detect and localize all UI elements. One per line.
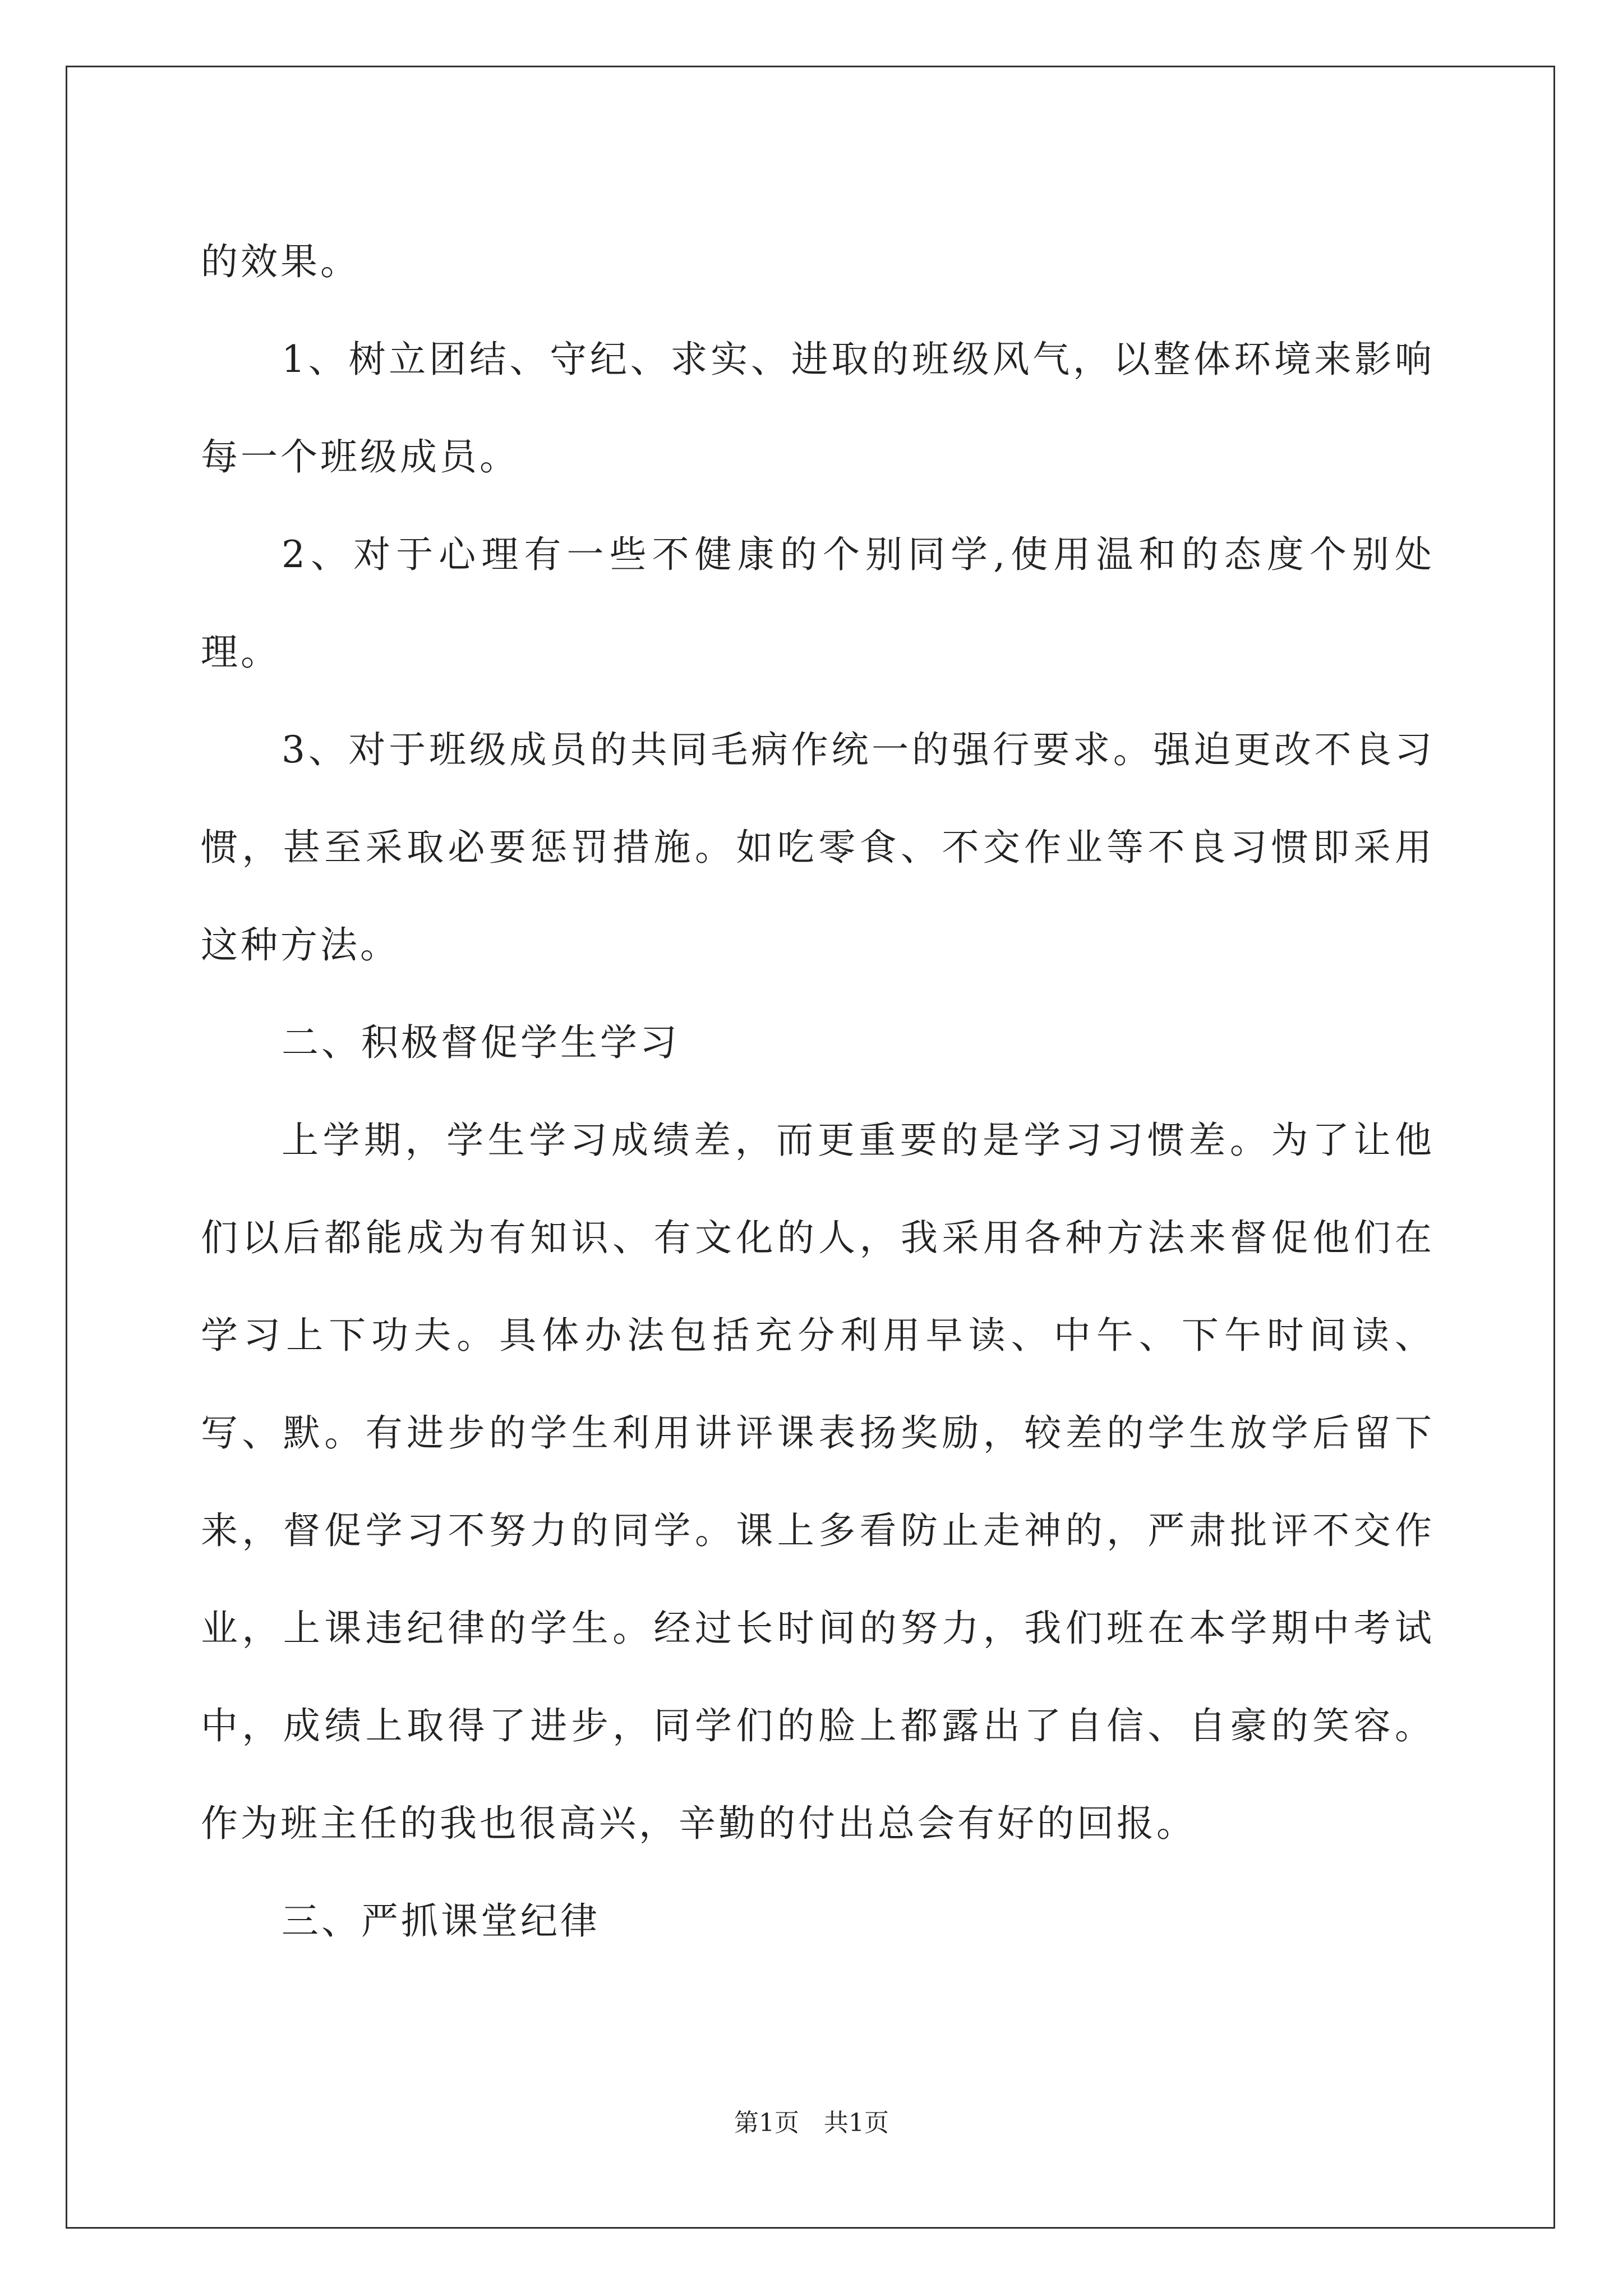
document-body	[201, 213, 1435, 1970]
paragraph-3: 2、对于心理有一些不健康的个别同学,使用温和的态度个别处理。	[201, 533, 1435, 674]
section-heading-3: 三、严抓课堂纪律	[282, 1899, 600, 1943]
page-footer: 第1页 共1页	[734, 2109, 889, 2137]
paragraph-5: 上学期，学生学习成绩差，而更重要的是学习习惯差。为了让他们以后都能成为有知识、有文化的人，我采用各种方法来督促他们在学习上下功夫。具体办法包括充分利用早读、中午、下午时间读、写、默。有进步的学生利用讲评课表扬奖励，较差的学生放学后留下来，督促学习不努力的同学。课上多看防止走神的，严肃批评不交作业，上课违纪律的学生。经过长时间的努力，我们班在本学期中考试中，成绩上取得了进步，同学们的脸上都露出了自信、自豪的笑容。作为班主任的我也很高兴，辛勤的付出总会有好的回报。	[201, 1119, 1435, 1845]
paragraph-4: 3、对于班级成员的共同毛病作统一的强行要求。强迫更改不良习惯，甚至采取必要惩罚措施。如吃零食、不交作业等不良习惯即采用这种方法。	[201, 728, 1435, 967]
paragraph-2: 1、树立团结、守纪、求实、进取的班级风气，以整体环境来影响每一个班级成员。	[201, 338, 1435, 478]
section-heading-2: 二、积极督促学生学习	[282, 1021, 680, 1064]
paragraph-1: 的效果。	[201, 240, 360, 283]
